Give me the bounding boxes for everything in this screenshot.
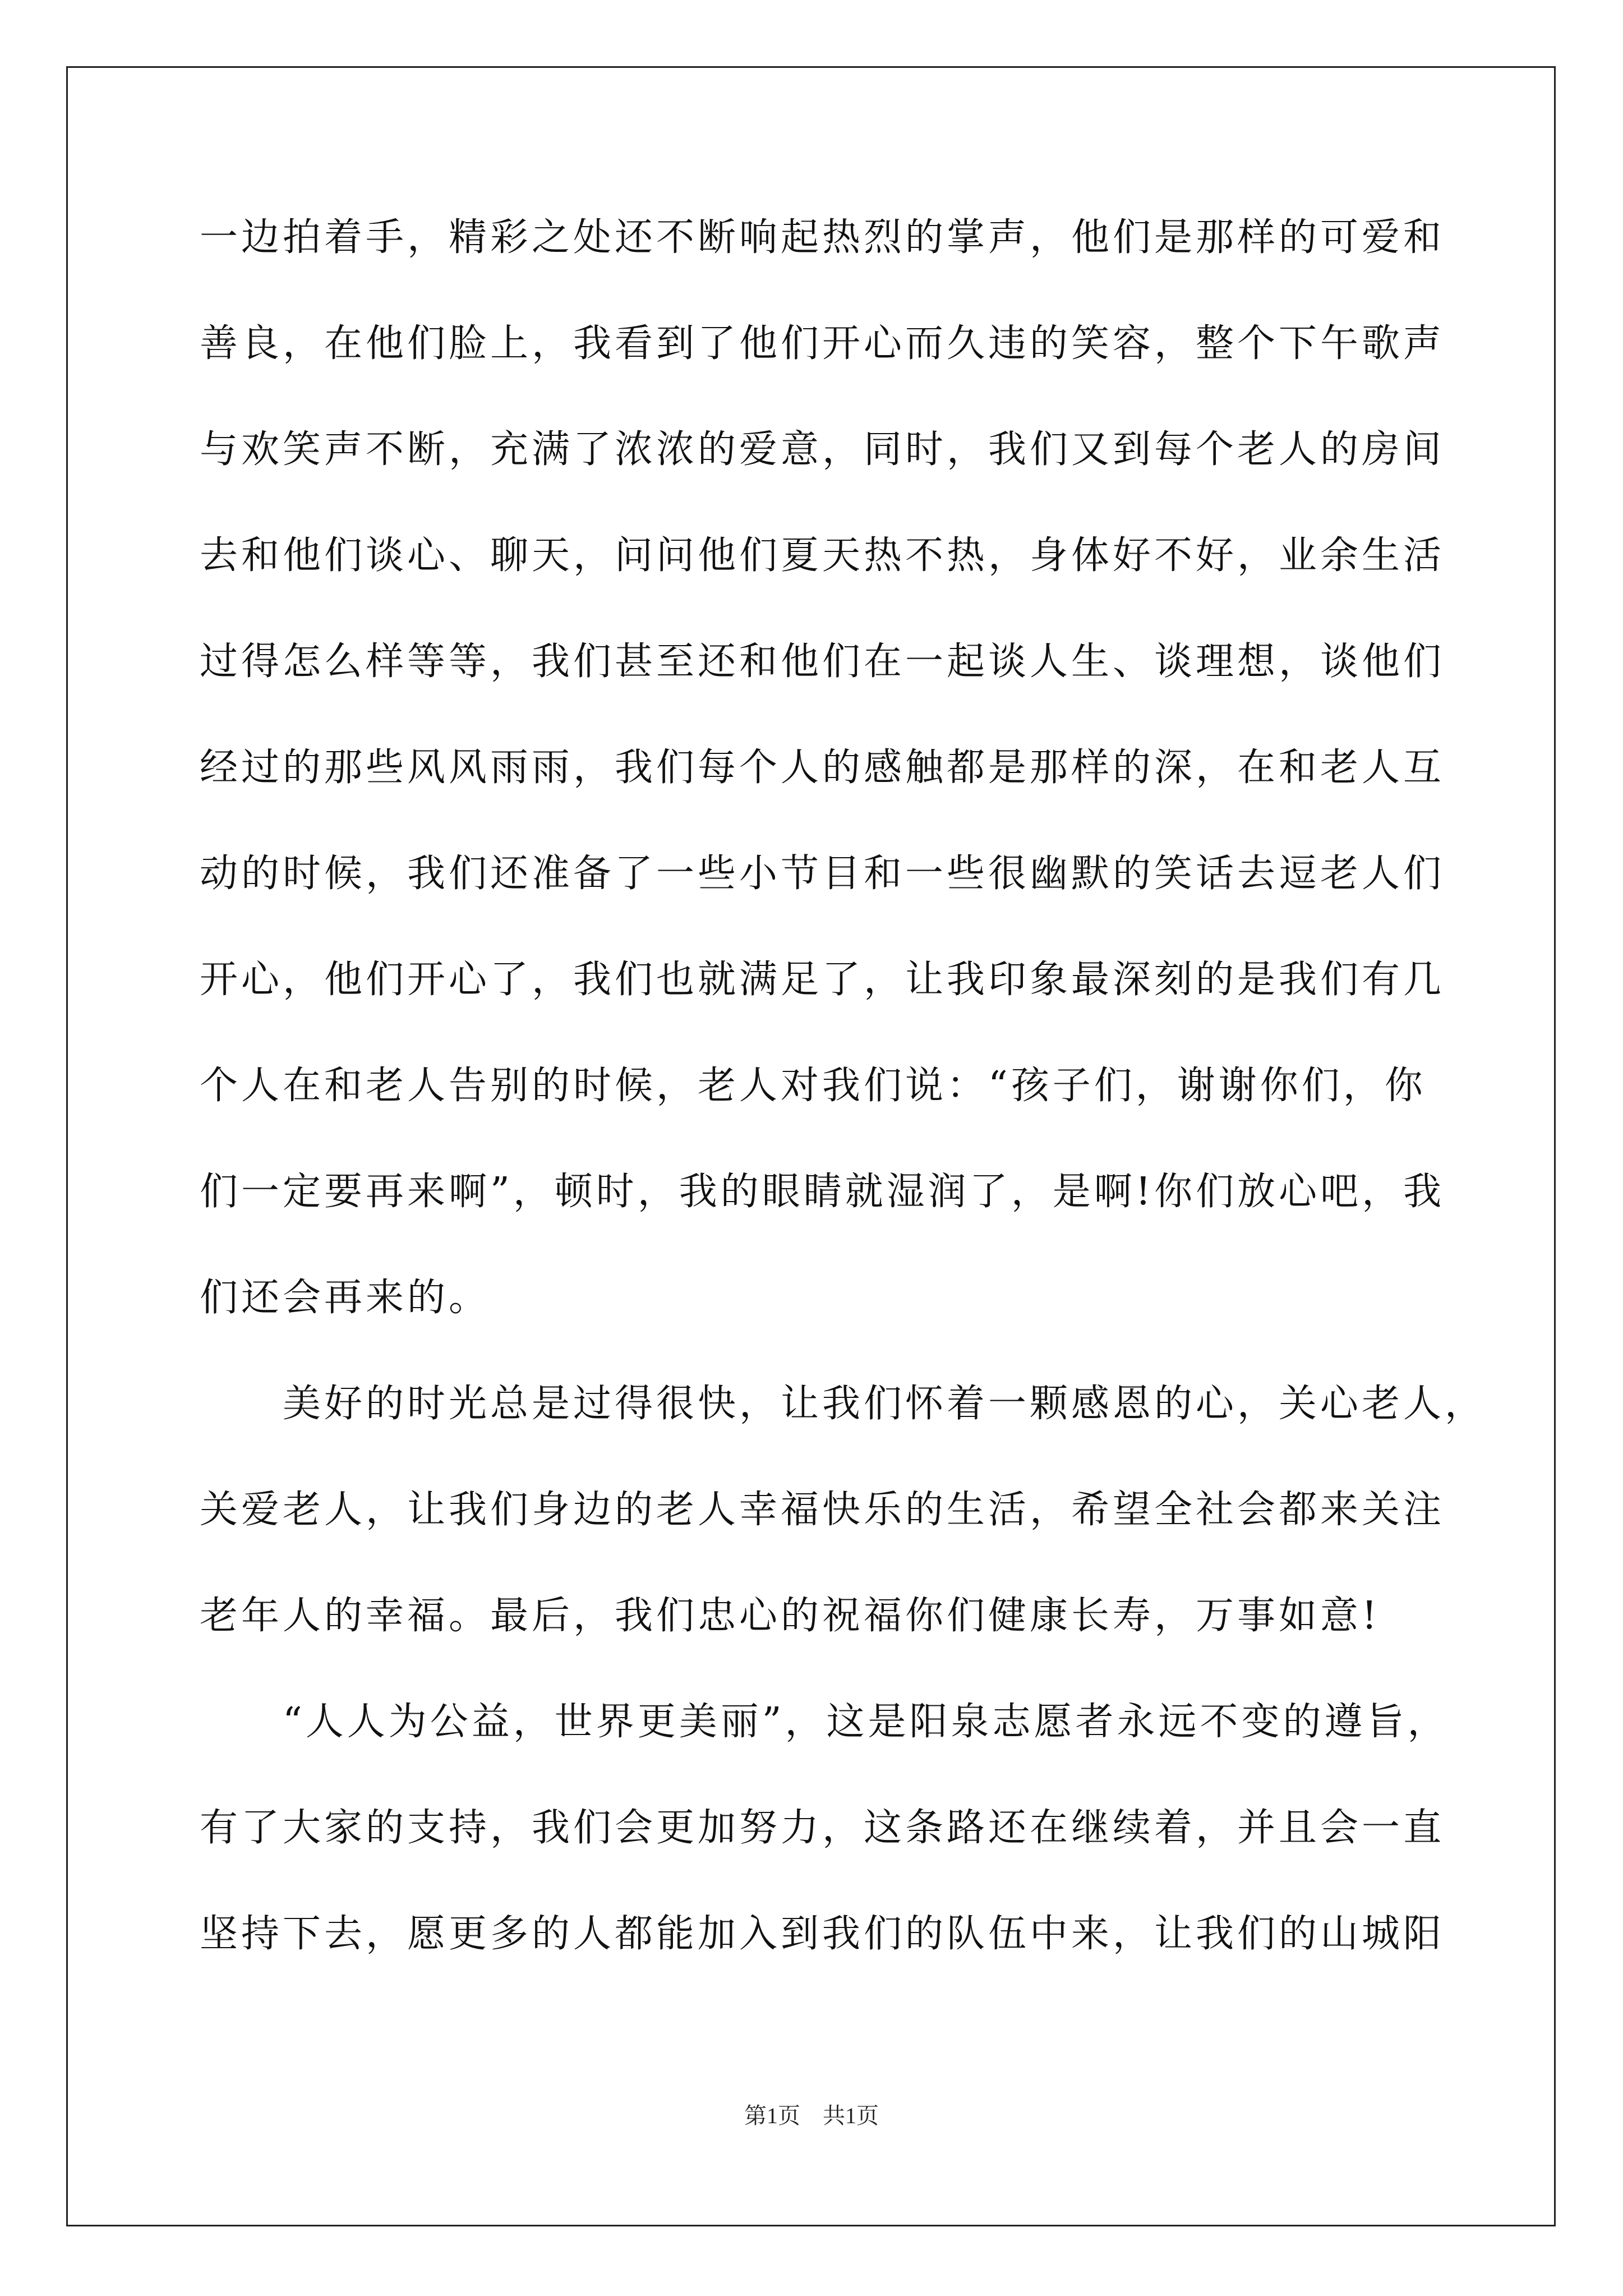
text-line: 开心，他们开心了，我们也就满足了，让我印象最深刻的是我们有几 [200, 958, 1445, 1002]
text-line: 坚持下去，愿更多的人都能加入到我们的队伍中来，让我们的山城阳 [200, 1912, 1445, 1956]
text-line: 们还会再来的。 [200, 1276, 491, 1320]
text-line: 过得怎么样等等，我们甚至还和他们在一起谈人生、谈理想，谈他们 [200, 639, 1445, 684]
text-line: 个人在和老人告别的时候，老人对我们说：“孩子们，谢谢你们，你 [200, 1064, 1426, 1108]
text-line: 一边拍着手，精彩之处还不断响起热烈的掌声，他们是那样的可爱和 [200, 215, 1445, 260]
text-line: 善良，在他们脸上，我看到了他们开心而久违的笑容，整个下午歌声 [200, 321, 1445, 366]
text-line: 关爱老人，让我们身边的老人幸福快乐的生活，希望全社会都来关注 [200, 1488, 1445, 1532]
text-line: 老年人的幸福。最后，我们忠心的祝福你们健康长寿，万事如意! [200, 1594, 1381, 1638]
text-line: 去和他们谈心、聊天，问问他们夏天热不热，身体好不好，业余生活 [200, 533, 1445, 578]
page-footer: 第1页 共1页 [744, 2103, 879, 2128]
text-line: 美好的时光总是过得很快，让我们怀着一颗感恩的心，关心老人， [200, 1382, 1487, 1426]
text-line: 经过的那些风风雨雨，我们每个人的感触都是那样的深，在和老人互 [200, 746, 1445, 790]
text-line: 们一定要再来啊”，顿时，我的眼睛就湿润了，是啊!你们放心吧，我 [200, 1170, 1445, 1214]
document-body [200, 196, 1487, 1999]
text-line: 与欢笑声不断，充满了浓浓的爱意，同时，我们又到每个老人的房间 [200, 427, 1445, 472]
text-line: “人人为公益，世界更美丽”，这是阳泉志愿者永远不变的遵旨， [200, 1700, 1449, 1744]
text-line: 动的时候，我们还准备了一些小节目和一些很幽默的笑话去逗老人们 [200, 852, 1445, 896]
text-line: 有了大家的支持，我们会更加努力，这条路还在继续着，并且会一直 [200, 1806, 1445, 1850]
